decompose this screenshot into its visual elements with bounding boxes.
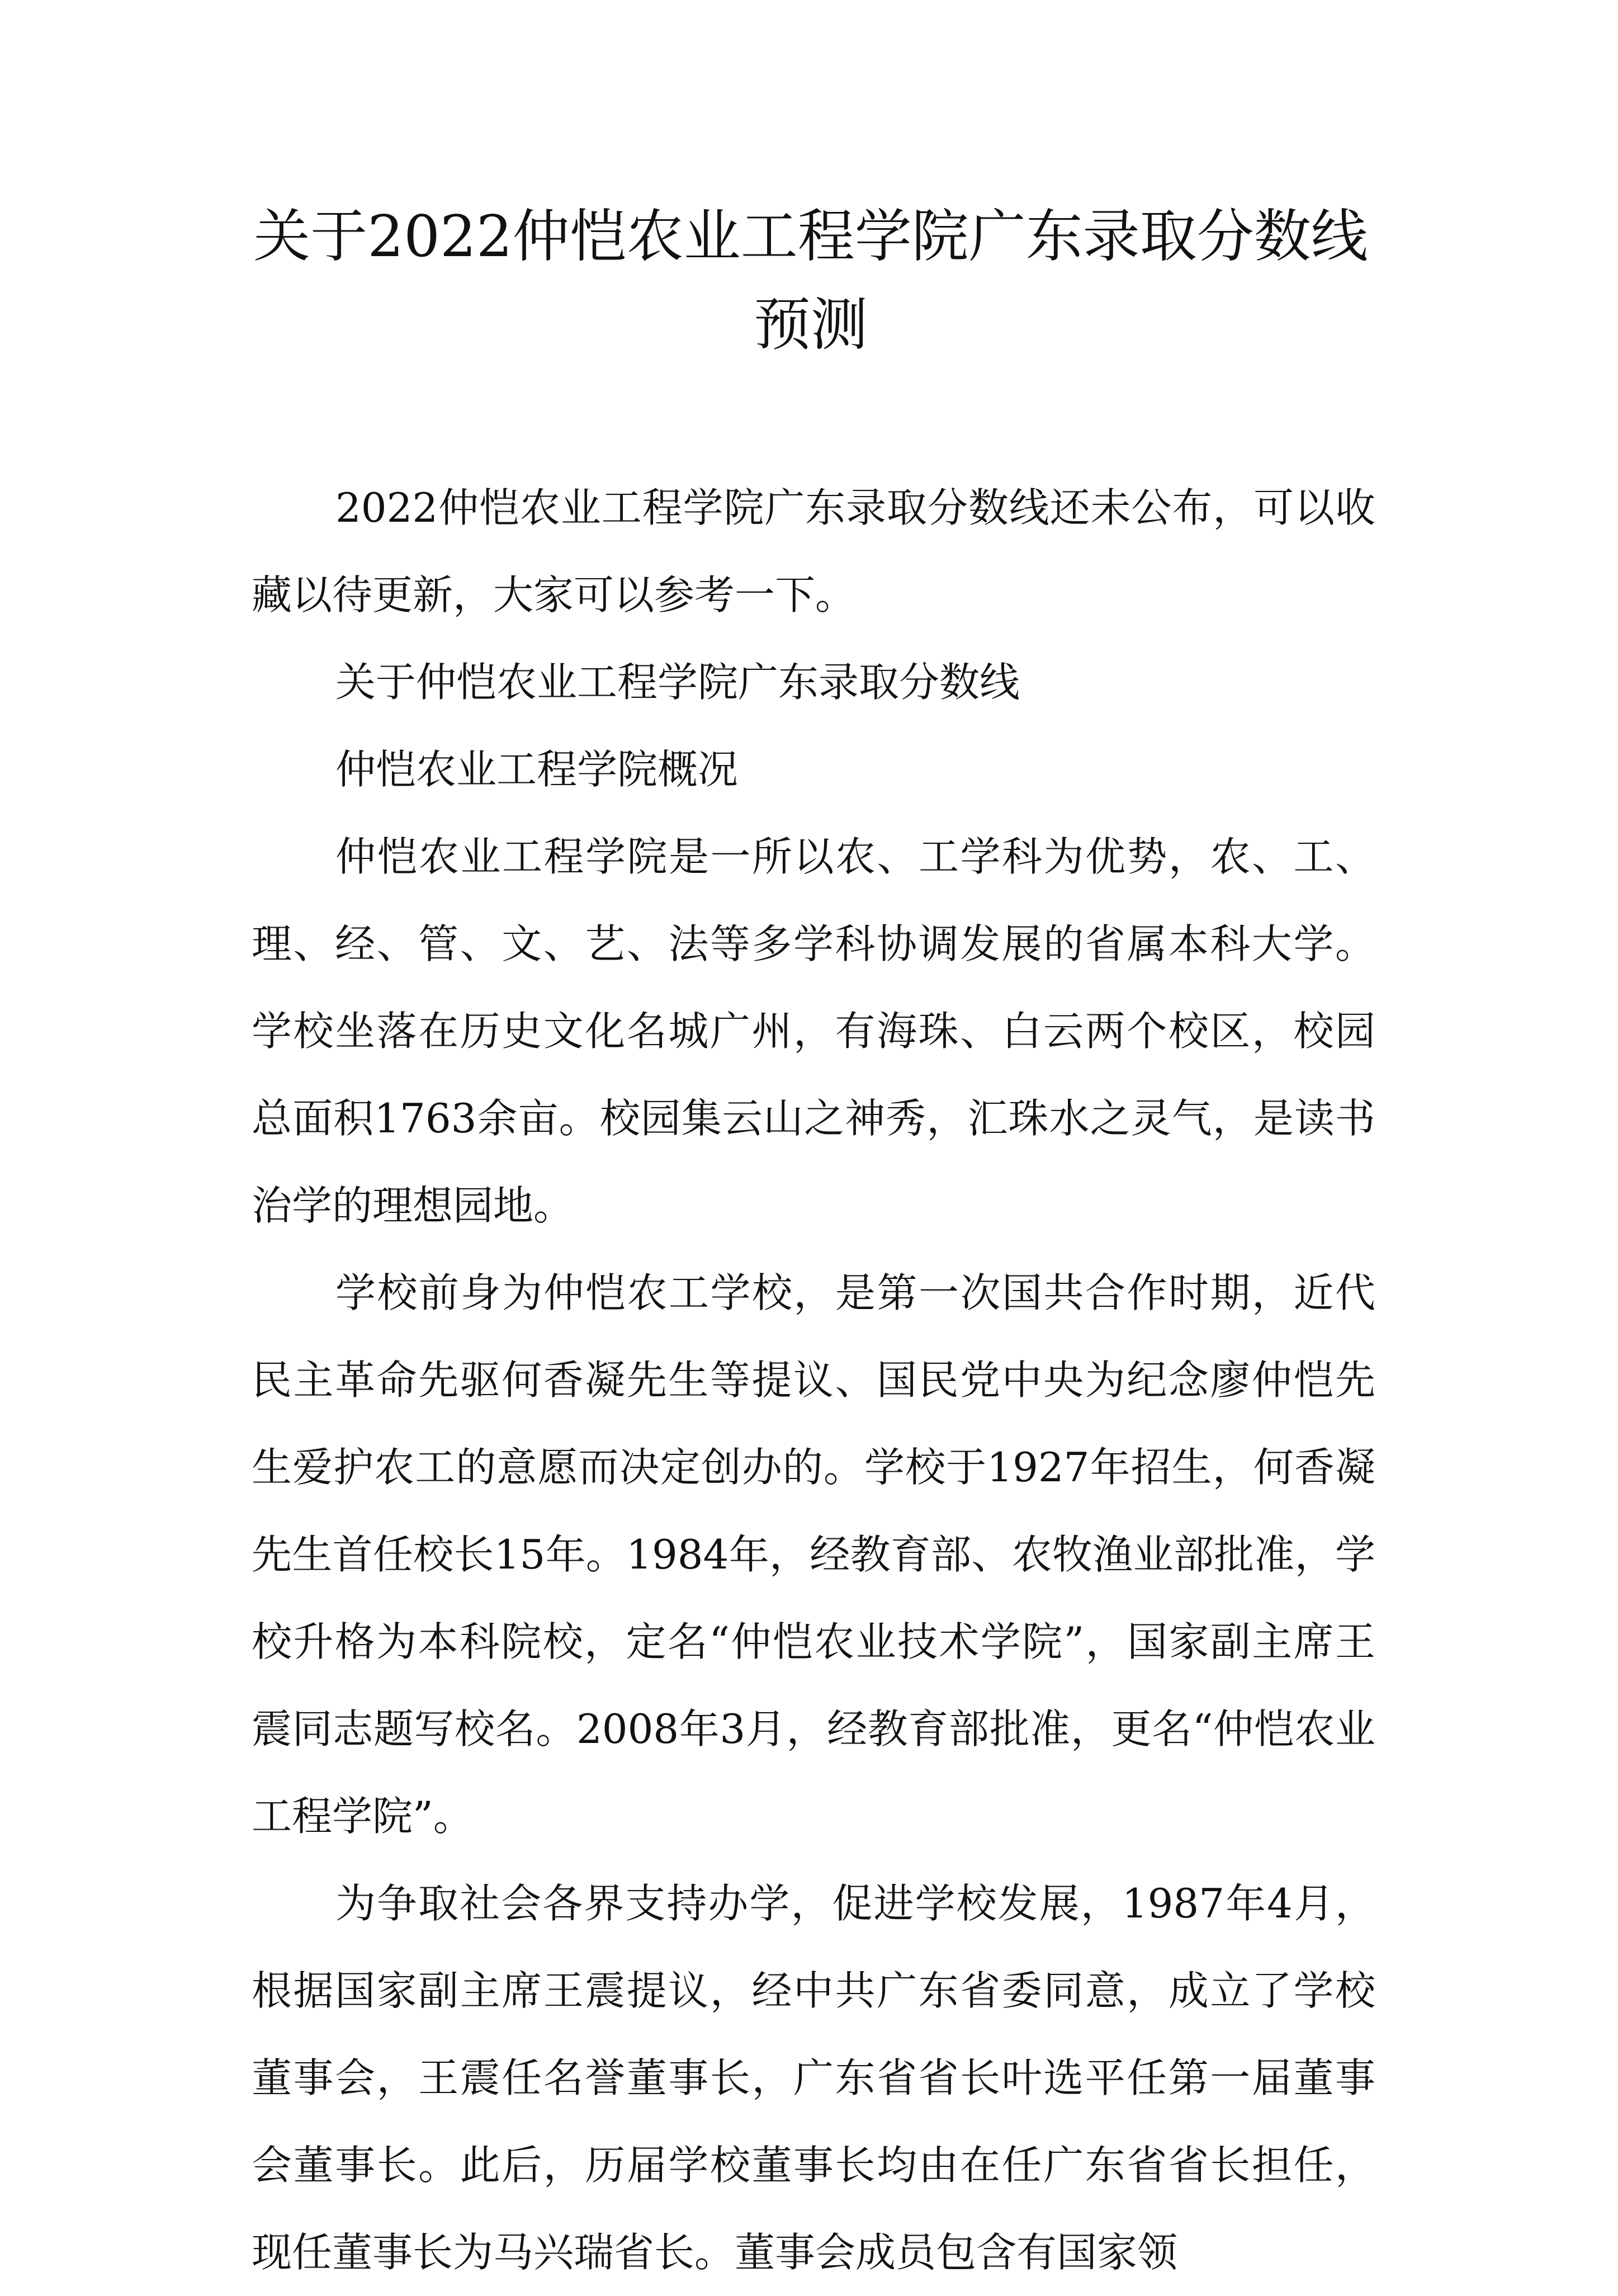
paragraph: 关于仲恺农业工程学院广东录取分数线 — [335, 659, 1020, 706]
paragraph: 仲恺农业工程学院是一所以农、工学科为优势，农、工、理、经、管、文、艺、法等多学科协调发展的省属本科大学。学校坐落在历史文化名城广州，有海珠、白云两个校区，校园总面积1763余亩。校园集云山之神秀，汇珠水之灵气，是读书治学的理想园地。 — [252, 833, 1375, 1229]
paragraph: 2022仲恺农业工程学院广东录取分数线还未公布，可以收藏以待更新，大家可以参考一下。 — [252, 484, 1375, 618]
paragraph: 学校前身为仲恺农工学校，是第一次国共合作时期，近代民主革命先驱何香凝先生等提议、国民党中央为纪念廖仲恺先生爱护农工的意愿而决定创办的。学校于1927年招生，何香凝先生首任校长15年。1984年，经教育部、农牧渔业部批准，学校升格为本科院校，定名“仲恺农业技术学院”，国家副主席王震同志题写校名。2008年3月，经教育部批准，更名“仲恺农业工程学院”。 — [252, 1269, 1375, 1840]
document-body — [252, 464, 1375, 2296]
document-title: 关于2022仲恺农业工程学院广东录取分数线预测 — [253, 204, 1368, 358]
paragraph: 仲恺农业工程学院概况 — [335, 746, 739, 793]
paragraph: 为争取社会各界支持办学，促进学校发展，1987年4月，根据国家副主席王震提议，经中共广东省委同意，成立了学校董事会，王震任名誉董事长，广东省省长叶选平任第一届董事会董事长。此后，历届学校董事长均由在任广东省省长担任，现任董事长为马兴瑞省长。董事会成员包含有国家领 — [252, 1880, 1375, 2276]
